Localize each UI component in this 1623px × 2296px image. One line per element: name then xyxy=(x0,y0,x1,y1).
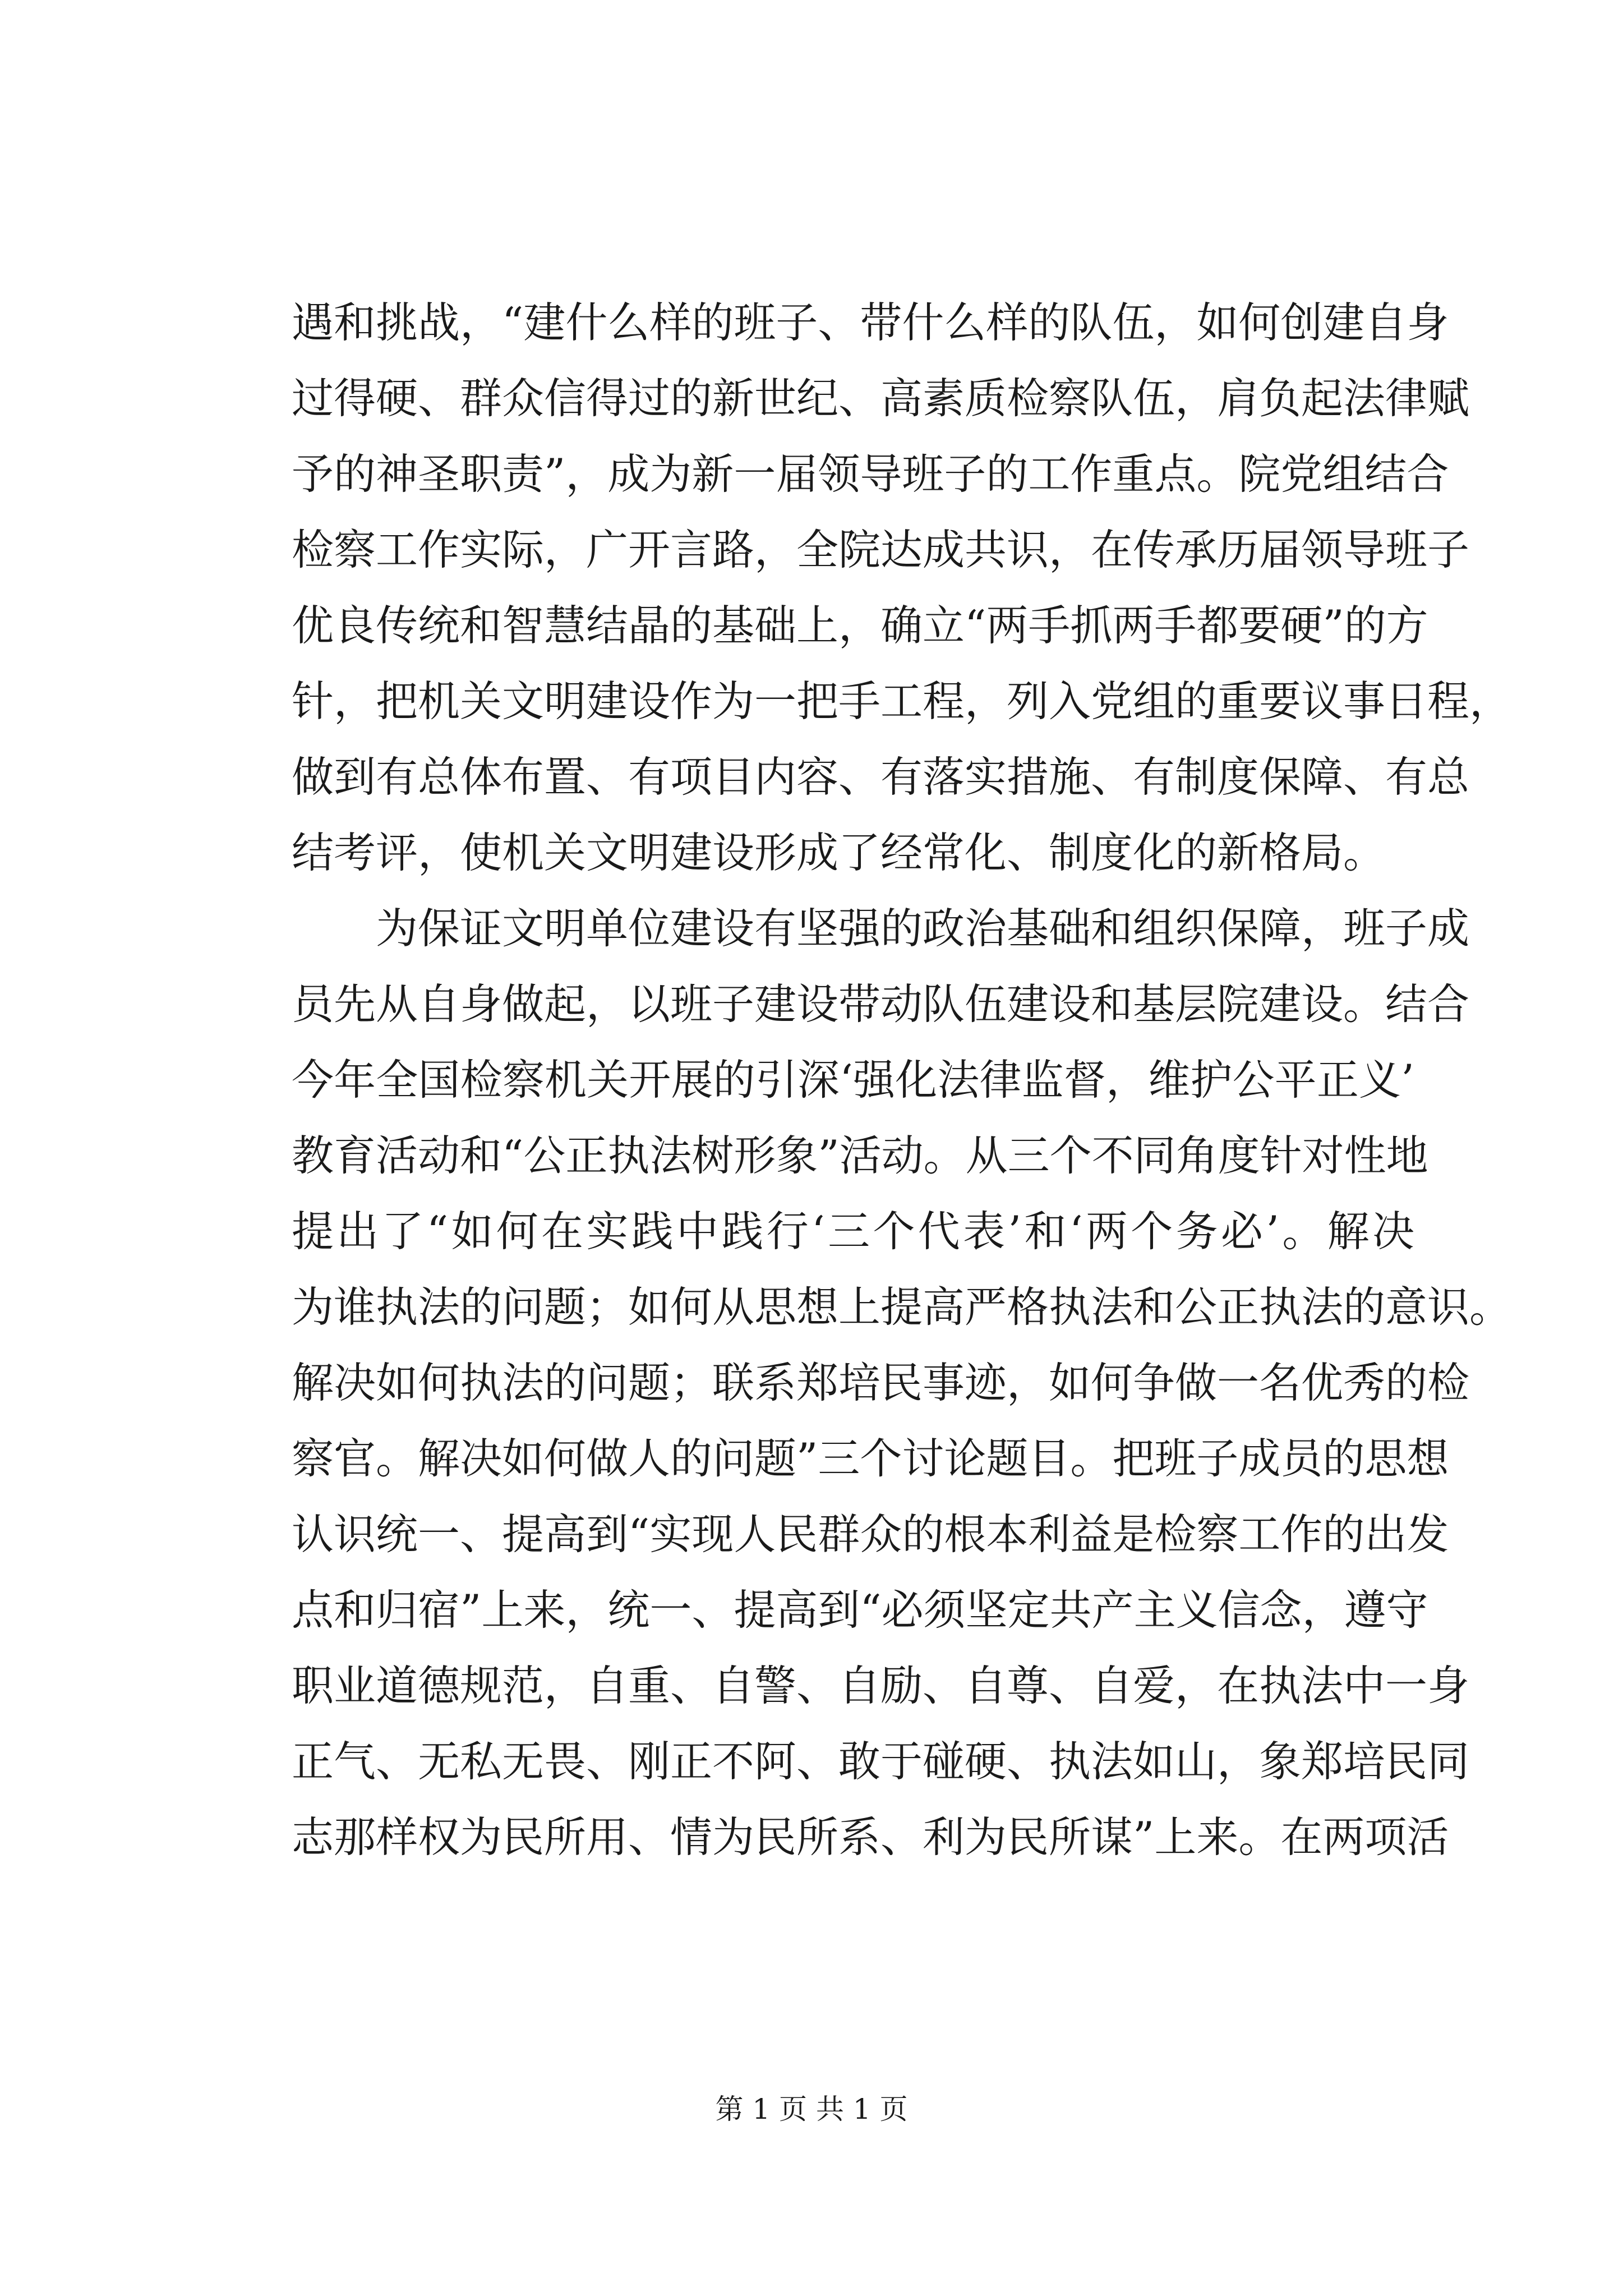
text-line: 为保证文明单位建设有坚强的政治基础和组织保障，班子成 xyxy=(376,904,1470,953)
text-line: 做到有总体布置、有项目内容、有落实措施、有制度保障、有总 xyxy=(292,752,1470,802)
text-line: 结考评，使机关文明建设形成了经常化、制度化的新格局。 xyxy=(292,828,1386,877)
text-line: 志那样权为民所用、情为民所系、利为民所谋”上来。在两项活 xyxy=(292,1812,1449,1862)
text-line: 为谁执法的问题；如何从思想上提高严格执法和公正执法的意识。 xyxy=(292,1282,1512,1332)
text-line: 今年全国检察机关开展的引深‘强化法律监督，维护公平正义’ xyxy=(292,1055,1414,1105)
paragraph-1 xyxy=(292,285,1512,891)
text-line: 予的神圣职责”，成为新一届领导班子的工作重点。院党组结合 xyxy=(292,449,1449,499)
text-line: 优良传统和智慧结晶的基础上，确立“两手抓两手都要硬”的方 xyxy=(292,601,1428,650)
text-line: 遇和挑战，“建什么样的班子、带什么样的队伍，如何创建自身 xyxy=(292,298,1449,347)
page-number: 第 1 页 共 1 页 xyxy=(715,2093,908,2125)
paragraph-2 xyxy=(292,891,1512,1875)
text-line: 过得硬、群众信得过的新世纪、高素质检察队伍，肩负起法律赋 xyxy=(292,374,1470,423)
text-line: 职业道德规范，自重、自警、自励、自尊、自爱，在执法中一身 xyxy=(292,1661,1470,1710)
text-line: 察官。解决如何做人的问题”三个讨论题目。把班子成员的思想 xyxy=(292,1434,1449,1483)
document-body xyxy=(292,285,1512,1875)
text-line: 针，把机关文明建设作为一把手工程，列入党组的重要议事日程， xyxy=(292,677,1512,726)
page-footer xyxy=(0,2090,1623,2129)
text-line: 正气、无私无畏、刚正不阿、敢于碰硬、执法如山，象郑培民同 xyxy=(292,1737,1470,1786)
text-line: 检察工作实际，广开言路，全院达成共识，在传承历届领导班子 xyxy=(292,525,1470,574)
text-line: 认识统一、提高到“实现人民群众的根本利益是检察工作的出发 xyxy=(292,1510,1449,1559)
text-line: 员先从自身做起，以班子建设带动队伍建设和基层院建设。结合 xyxy=(292,979,1470,1029)
text-line: 教育活动和“公正执法树形象”活动。从三个不同角度针对性地 xyxy=(292,1131,1428,1180)
text-line: 解决如何执法的问题；联系郑培民事迹，如何争做一名优秀的检 xyxy=(292,1358,1470,1407)
text-line: 点和归宿”上来，统一、提高到“必须坚定共产主义信念，遵守 xyxy=(292,1585,1428,1635)
text-line: 提出了“如何在实践中践行‘三个代表’和‘两个务必’。解决 xyxy=(292,1207,1414,1256)
